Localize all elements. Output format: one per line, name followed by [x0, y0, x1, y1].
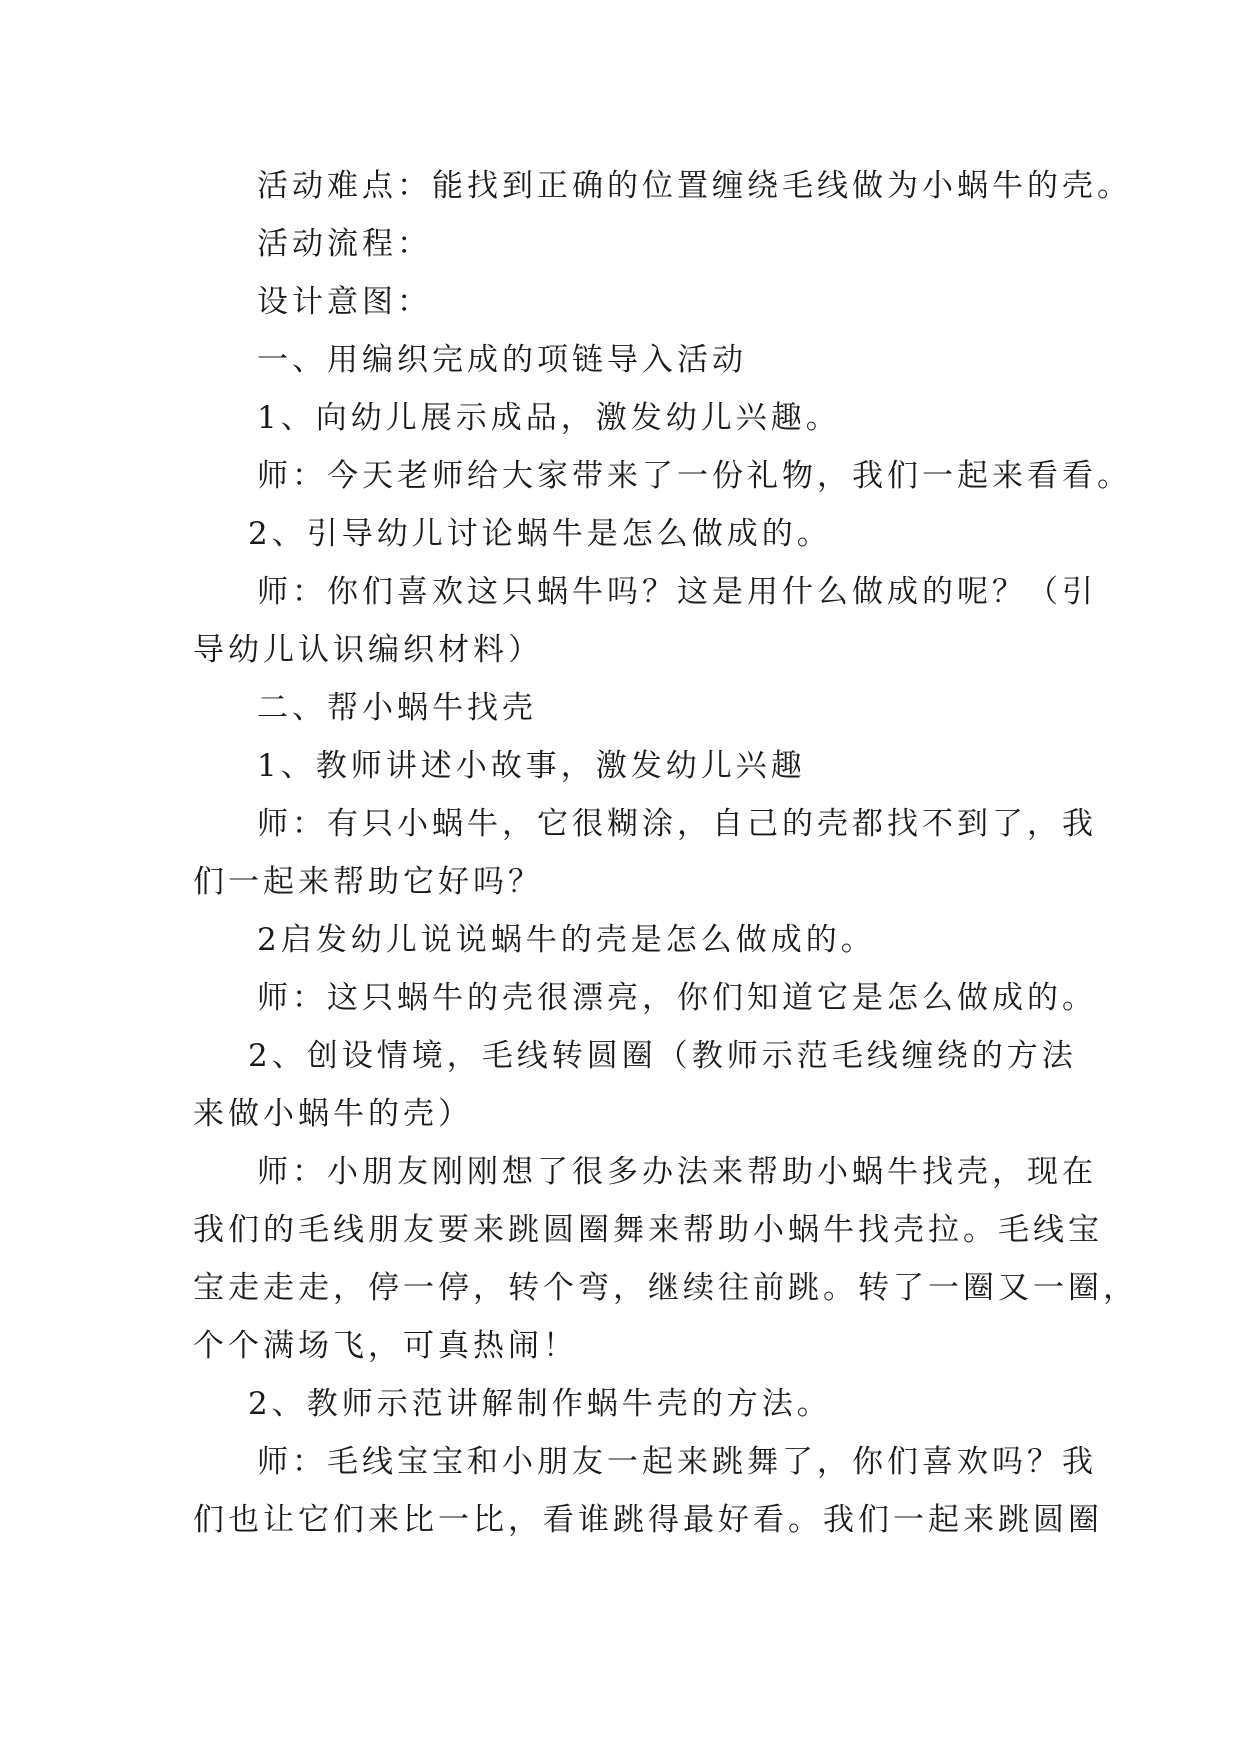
teacher-line-5: 师：小朋友刚刚想了很多办法来帮助小蜗牛找壳，现在: [257, 1154, 1097, 1190]
paragraph-design-heading: 设计意图：: [257, 284, 432, 320]
step-1-1: 1、向幼儿展示成品，激发幼儿兴趣。: [257, 400, 841, 436]
step-2-2b: 2、创设情境，毛线转圆圈（教师示范毛线缠绕的方法: [248, 1038, 1077, 1074]
step-1-2: 2、引导幼儿讨论蜗牛是怎么做成的。: [248, 516, 832, 552]
teacher-line-3-cont: 们一起来帮助它好吗？: [193, 864, 543, 900]
section-heading-2: 二、帮小蜗牛找壳: [257, 690, 537, 726]
step-2-1: 1、教师讲述小故事，激发幼儿兴趣: [257, 748, 806, 784]
teacher-line-1: 师：今天老师给大家带来了一份礼物，我们一起来看看。: [257, 458, 1132, 494]
teacher-line-2-cont: 导幼儿认识编织材料）: [193, 632, 543, 668]
teacher-line-5-cont-3: 个个满场飞，可真热闹！: [193, 1328, 578, 1364]
step-2-2b-cont: 来做小蜗牛的壳）: [193, 1096, 473, 1132]
teacher-line-4: 师：这只蜗牛的壳很漂亮，你们知道它是怎么做成的。: [257, 980, 1097, 1016]
teacher-line-2: 师：你们喜欢这只蜗牛吗？这是用什么做成的呢？（引: [257, 574, 1097, 610]
section-heading-1: 一、用编织完成的项链导入活动: [257, 342, 747, 378]
step-2-2c: 2、教师示范讲解制作蜗牛壳的方法。: [248, 1386, 832, 1422]
step-2-2a: 2启发幼儿说说蜗牛的壳是怎么做成的。: [257, 922, 876, 958]
paragraph-difficulty: 活动难点：能找到正确的位置缠绕毛线做为小蜗牛的壳。: [257, 168, 1132, 204]
teacher-line-5-cont-2: 宝走走走，停一停，转个弯，继续往前跳。转了一圈又一圈，: [193, 1270, 1138, 1306]
teacher-line-5-cont-1: 我们的毛线朋友要来跳圆圈舞来帮助小蜗牛找壳拉。毛线宝: [193, 1212, 1103, 1248]
paragraph-process-heading: 活动流程：: [257, 226, 432, 262]
teacher-line-3: 师：有只小蜗牛，它很糊涂，自己的壳都找不到了，我: [257, 806, 1097, 842]
teacher-line-6-cont: 们也让它们来比一比，看谁跳得最好看。我们一起来跳圆圈: [193, 1502, 1103, 1538]
teacher-line-6: 师：毛线宝宝和小朋友一起来跳舞了，你们喜欢吗？我: [257, 1444, 1097, 1480]
